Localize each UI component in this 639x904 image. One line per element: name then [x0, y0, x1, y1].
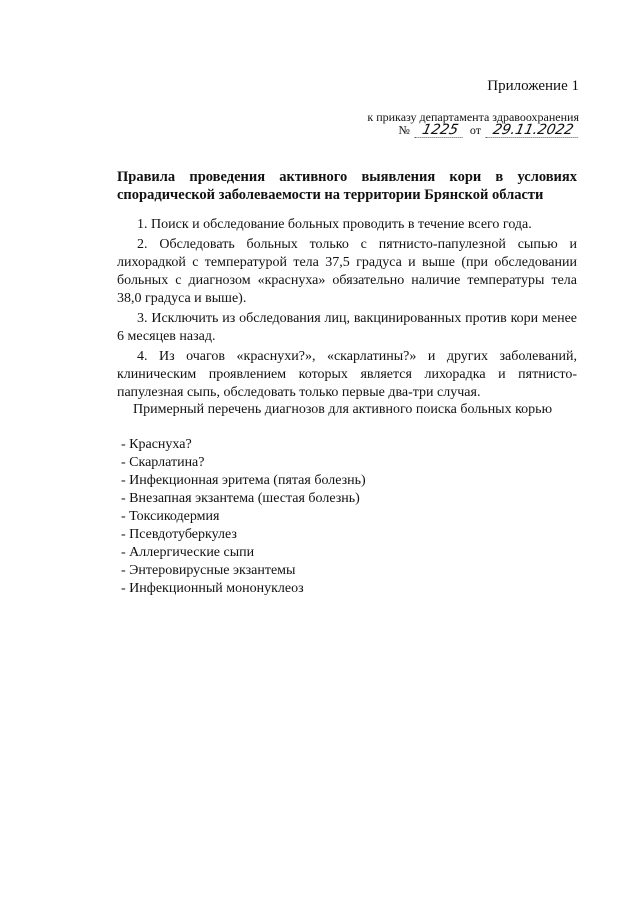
- rule-item: [117, 236, 577, 308]
- rule-item: [117, 310, 577, 346]
- order-number: 1225: [414, 124, 465, 138]
- rule-item: [117, 348, 577, 402]
- rule-text-3: 3. Исключить из обследования лиц, вакцинированных против кори менее 6 месяцев назад.: [117, 311, 577, 344]
- list-item: - Скарлатина?: [121, 455, 205, 470]
- list-item: - Аллергические сыпи: [121, 545, 255, 560]
- document-title-line2: спорадической заболеваемости на территории Брянской области: [117, 187, 544, 203]
- document-title: [117, 168, 577, 204]
- list-item: - Инфекционный мононуклеоз: [121, 581, 304, 596]
- document-title-line1: Правила проведения активного выявления кори в условиях: [117, 169, 577, 185]
- number-sign: №: [398, 123, 410, 137]
- rule-text-2: 2. Обследовать больных только с пятнисто-папулезной сыпью и лихорадкой с температурой тела 37,5 градуса и выше (при обследовании больных с диагнозом «краснуха» обязательно наличие температуры тела 38,0 градуса и выше).: [117, 237, 577, 306]
- order-date: 29.11.2022: [486, 124, 581, 138]
- list-item: - Краснуха?: [121, 437, 192, 452]
- list-item: - Псевдотуберкулез: [121, 527, 237, 542]
- rule-item: [117, 216, 577, 234]
- rule-text-1: 1. Поиск и обследование больных проводить в течение всего года.: [137, 217, 532, 232]
- appendix-label: Приложение 1: [487, 78, 579, 94]
- rule-text-4: 4. Из очагов «краснухи?», «скарлатины?» и других заболеваний, клиническим проявлением которых является лихорадка и пятнисто-папулезная сыпь, обследовать только первые два-три случая.: [117, 349, 577, 400]
- rules-section: [117, 216, 577, 404]
- order-reference-line2: [367, 124, 579, 138]
- list-item: - Энтеровирусные экзантемы: [121, 563, 296, 578]
- order-reference: [367, 111, 579, 138]
- diagnoses-heading: Примерный перечень диагнозов для активного поиска больных корью: [133, 402, 553, 417]
- order-reference-line1: к приказу департамента здравоохранения: [367, 110, 579, 124]
- diagnoses-list: [121, 436, 366, 598]
- list-item: - Токсикодермия: [121, 509, 220, 524]
- list-item: - Внезапная экзантема (шестая болезнь): [121, 491, 360, 506]
- from-label: от: [469, 123, 481, 137]
- list-item: - Инфекционная эритема (пятая болезнь): [121, 473, 366, 488]
